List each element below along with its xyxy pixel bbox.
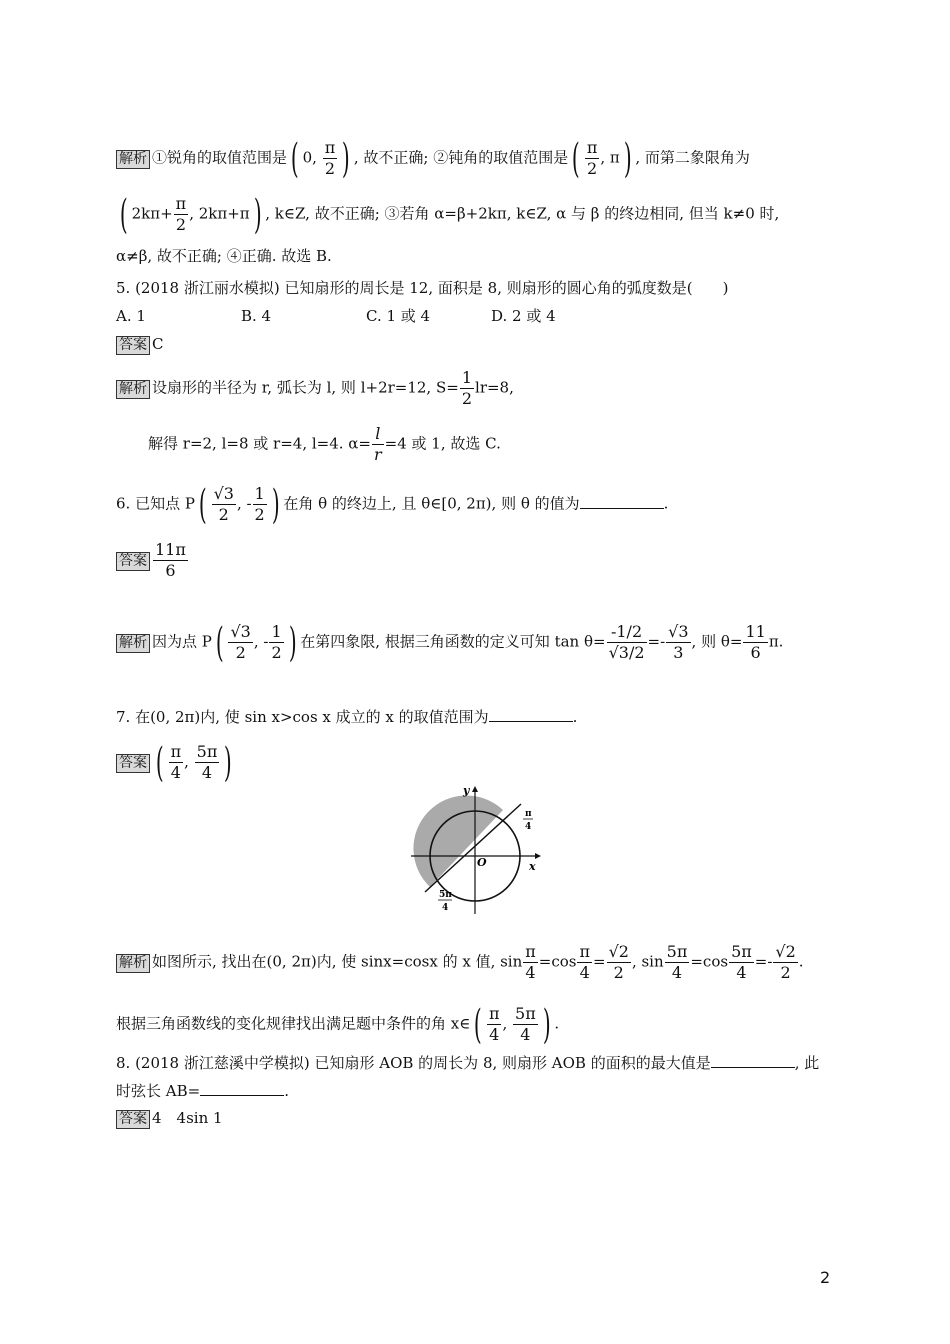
q7-analysis-line1: 解析 如图所示, 找出在(0, 2π)内, 使 sinx=cosx 的 x 值, sin $\frac{\pi}{4}$ =cos $\frac{\pi}{4}$ = $\frac{√2}{2}$ , sin $\frac{5\pi}{4}$ =cos $\frac{5\pi}{4}$ =- $\frac{√2}{2}$ . (116, 942, 804, 983)
answer-tag: 答案 (116, 552, 150, 571)
answer-fraction: $\frac{11\pi}{6}$ (155, 540, 186, 580)
angle-5pi-over-4-num: 5π (439, 890, 452, 900)
answer-tag: 答案 (116, 336, 150, 355)
q8-stem-line2: 时弦长 AB= . (116, 1082, 289, 1100)
fraction: $\frac{√3}{2}$ (213, 484, 234, 524)
fraction: $\frac{11}{6}$ (745, 622, 766, 662)
angle-pi-over-4-den: 4 (525, 822, 532, 832)
angle-pi-over-4-num: π (525, 809, 532, 819)
q8-stem-line1: 8. (2018 浙江慈溪中学模拟) 已知扇形 AOB 的周长为 8, 则扇形 AOB 的面积的最大值是 , 此 (116, 1054, 820, 1072)
x-axis-arrow (535, 853, 541, 859)
choice-d: D. 2 或 4 (491, 307, 556, 325)
q5-answer: 答案 C (116, 334, 163, 355)
q8-answer: 答案 4 4sin 1 (116, 1108, 223, 1129)
fraction: $\frac{√3}{3}$ (668, 622, 689, 662)
choice-c: C. 1 或 4 (366, 307, 431, 325)
page-number: 2 (820, 1268, 831, 1287)
y-axis-label: y (463, 784, 470, 797)
q6-stem: 6. 已知点 P( $\frac{√3}{2}$ , - $\frac{1}{2}$ ) 在角 θ 的终边上, 且 θ∈[0, 2π), 则 θ 的值为 . (116, 481, 669, 528)
unit-circle-figure (405, 782, 545, 918)
shaded-region (413, 795, 503, 887)
q4-analysis-line1: 解析 ①锐角的取值范围是( 0, $\frac{\pi}{2}$ ) , 故不正确; ②钝角的取值范围是( $\frac{\pi}{2}$ , π) , 而第二象限角为 (116, 138, 750, 179)
answer-blank (489, 706, 573, 722)
q5-choices (116, 306, 616, 326)
answer-blank (711, 1052, 795, 1068)
q4-analysis-line2: ( 2kπ+ $\frac{\pi}{2}$ , 2kπ+π) , k∈Z, 故不正确; ③若角 α=β+2kπ, k∈Z, α 与 β 的终边相同, 但当 k≠0 时, (119, 191, 780, 238)
q5-analysis-line2: 解得 r=2, l=8 或 r=4, l=4. α= $\frac{l}{r}$ =4 或 1, 故选 C. (148, 424, 501, 464)
q5-stem: 5. (2018 浙江丽水模拟) 已知扇形的周长是 12, 面积是 8, 则扇形的圆心角的弧度数是( ) (116, 279, 729, 297)
fraction: $\frac{1}{2}$ (271, 622, 282, 662)
fraction: $\frac{\pi}{2}$ (324, 138, 336, 178)
q6-answer (116, 540, 189, 581)
origin-label: O (477, 856, 487, 869)
fraction: $\frac{\pi}{2}$ (586, 138, 598, 178)
answer-tag: 答案 (116, 754, 150, 773)
fraction-l-over-r: $\frac{l}{r}$ (374, 424, 382, 464)
fraction: $\frac{√3}{2}$ (230, 622, 251, 662)
fraction: $\frac{1}{2}$ (254, 484, 265, 524)
q6-analysis: 解析 因为点 P( $\frac{√3}{2}$ , - $\frac{1}{2}$ ) 在第四象限, 根据三角函数的定义可知 tan θ= $\frac{-1/2}{√3/2}$ =- $\frac{√3}{3}$ , 则 θ= $\frac{11}{6}$ π. (116, 622, 783, 663)
fraction-half: $\frac{1}{2}$ (461, 368, 473, 408)
q7-analysis-line2: 根据三角函数线的变化规律找出满足题中条件的角 x∈( $\frac{\pi}{4}$ , $\frac{5\pi}{4}$ ) . (116, 1001, 560, 1048)
y-axis-arrow (472, 786, 478, 792)
q7-answer: 答案 ( $\frac{\pi}{4}$ , $\frac{5\pi}{4}$ ) (116, 742, 236, 783)
x-axis-label: x (529, 860, 536, 873)
answer-tag: 答案 (116, 1110, 150, 1129)
choice-b: B. 4 (241, 307, 272, 325)
choice-a: A. 1 (116, 307, 146, 325)
analysis-tag: 解析 (116, 634, 150, 653)
compound-fraction: $\frac{-1/2}{√3/2}$ (608, 622, 645, 662)
q4-analysis-line3: α≠β, 故不正确; ④正确. 故选 B. (116, 247, 332, 265)
fraction: $\frac{\pi}{2}$ (175, 194, 187, 234)
fraction: $\frac{\pi}{4}$ (170, 742, 182, 782)
q5-analysis-line1: 解析 设扇形的半径为 r, 弧长为 l, 则 l+2r=12, S= $\frac{1}{2}$ lr=8, (116, 368, 514, 409)
analysis-tag: 解析 (116, 954, 150, 973)
q7-stem: 7. 在(0, 2π)内, 使 sin x>cos x 成立的 x 的取值范围为 . (116, 708, 578, 726)
answer-blank (200, 1080, 284, 1096)
angle-5pi-over-4-den: 4 (442, 903, 449, 913)
analysis-tag: 解析 (116, 380, 150, 399)
analysis-tag: 解析 (116, 150, 150, 169)
answer-blank (580, 493, 664, 509)
fraction: $\frac{5\pi}{4}$ (196, 742, 218, 782)
